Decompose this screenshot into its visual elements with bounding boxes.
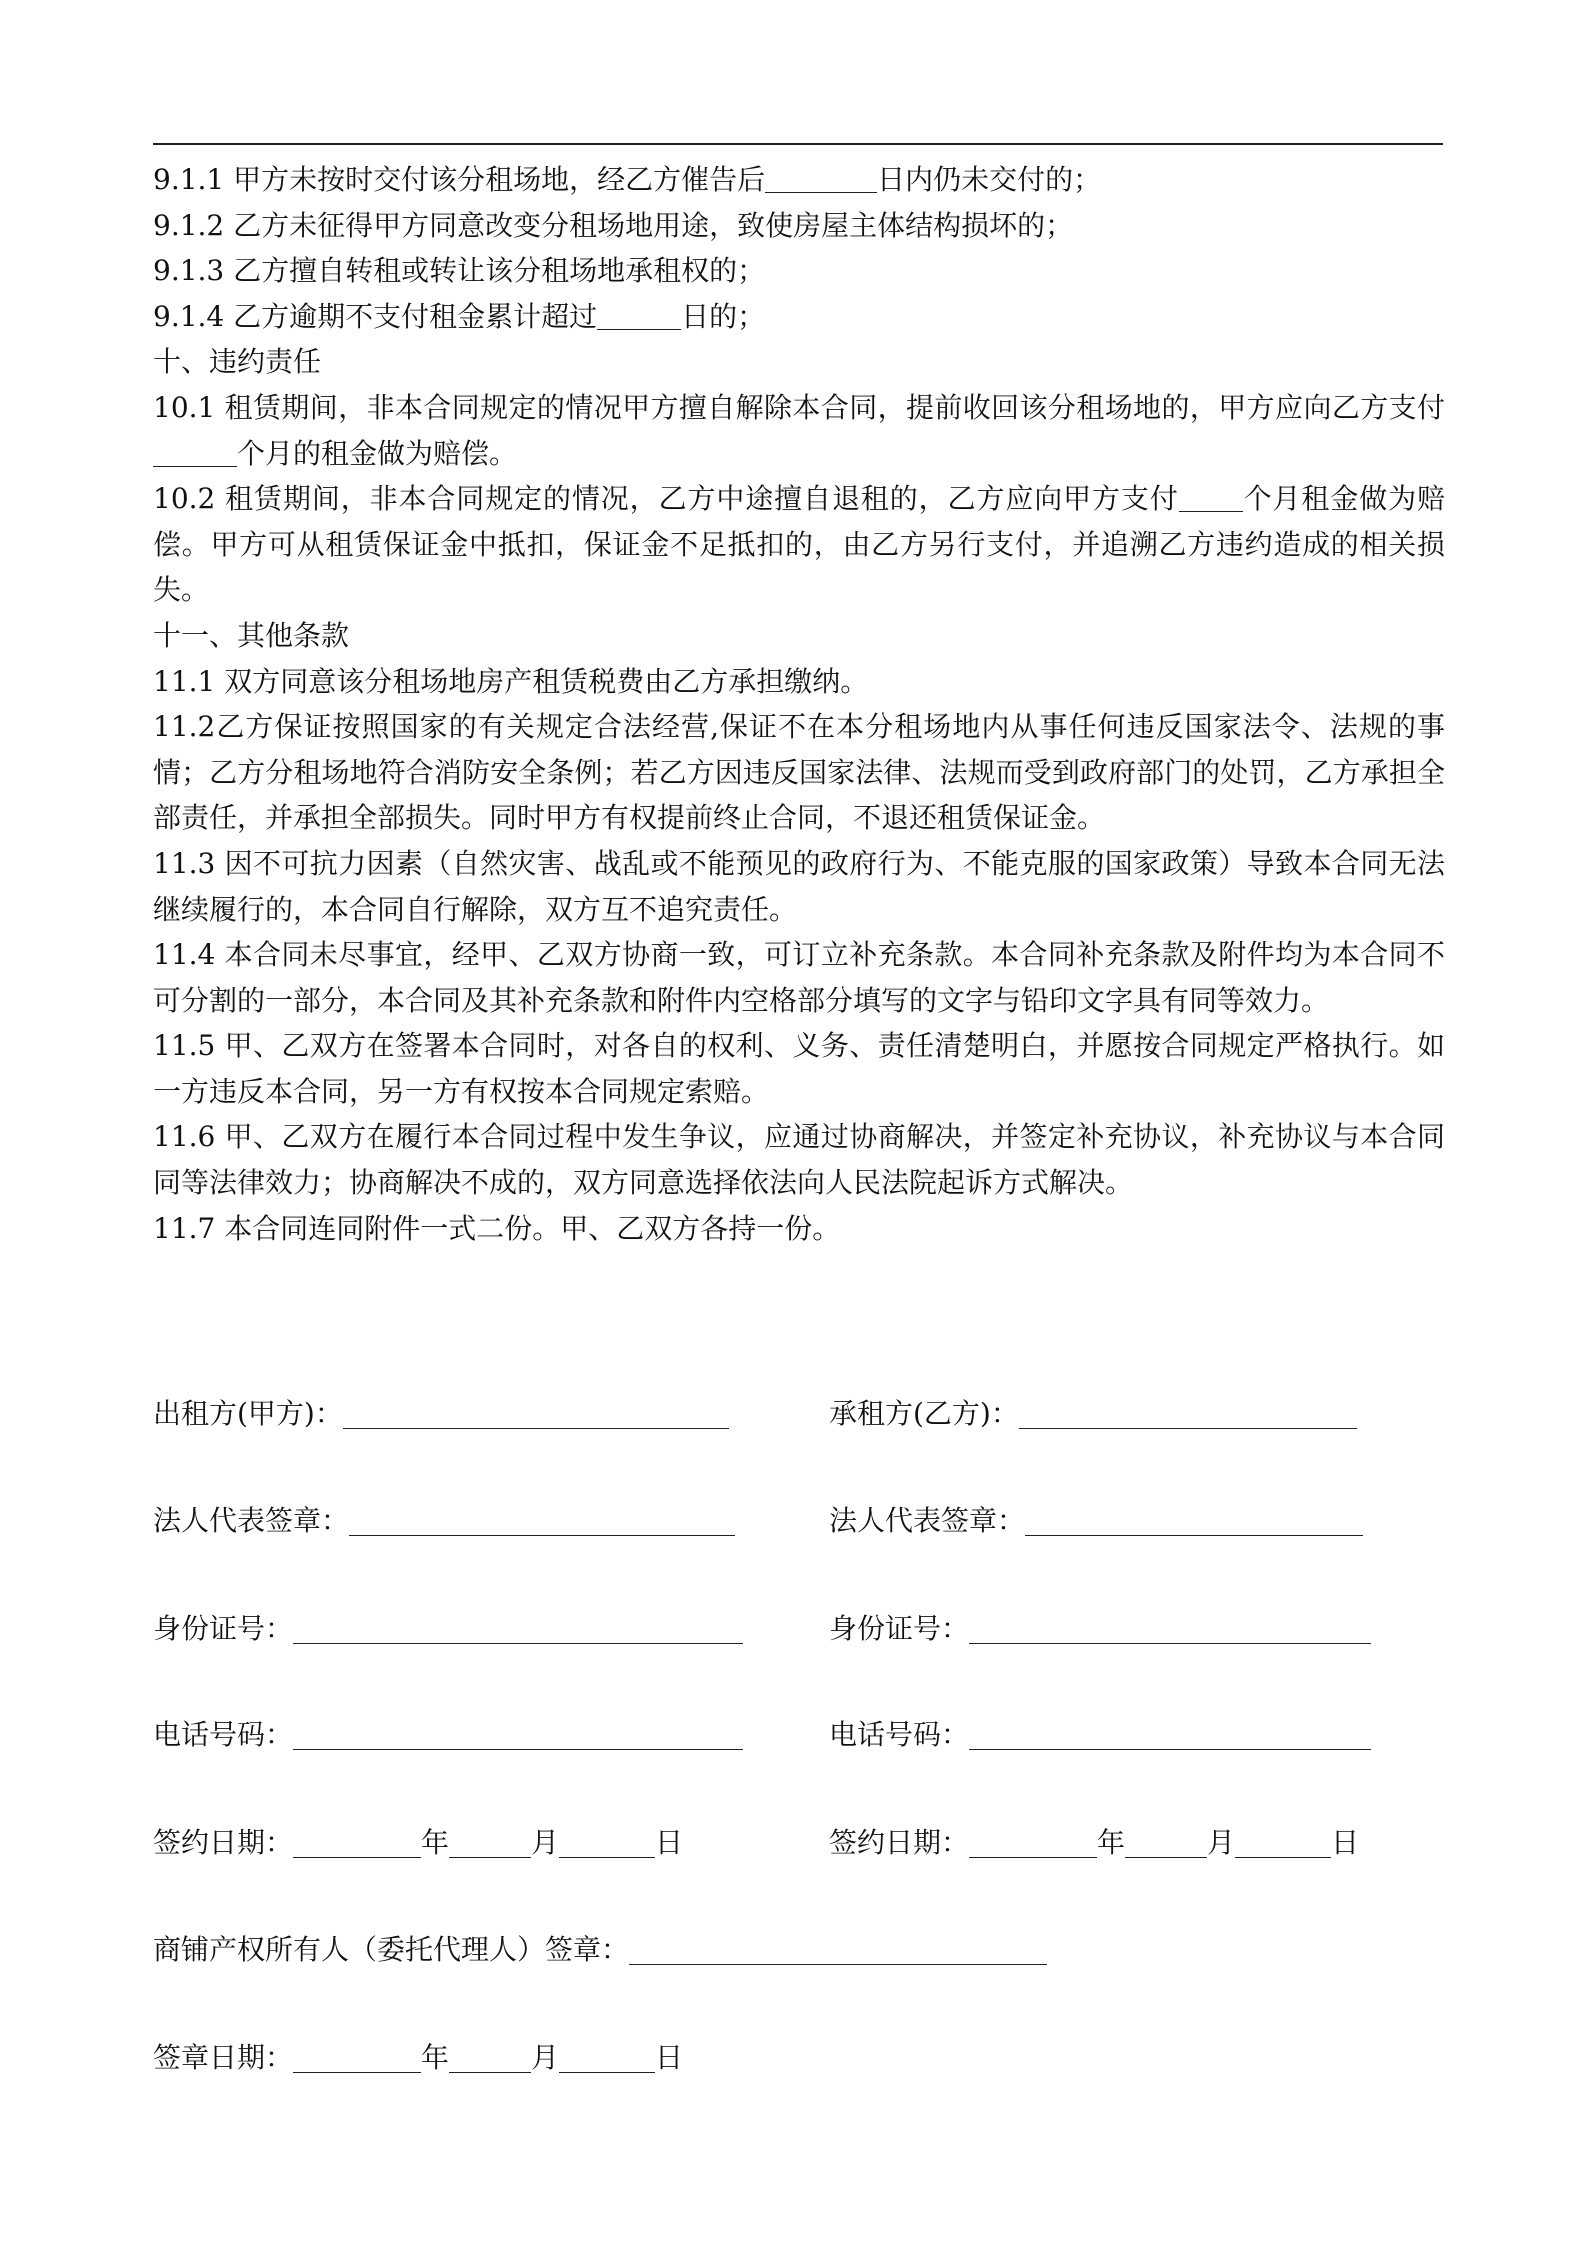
day-blank[interactable] — [559, 2042, 655, 2073]
clause-9-1-1: 9.1.1 甲方未按时交付该分租场地，经乙方催告后 日内仍未交付的； — [153, 163, 1102, 196]
clause-11-2: 11.2乙方保证按照国家的有关规定合法经营,保证不在本分租场地内从事任何违反国家法令、法规的事情；乙方分租场地符合消防安全条例；若乙方因违反国家法律、法规而受到政府部门的处罚，乙方承担全部责任，并承担全部损失。同时甲方有权提前终止合同，不退还租赁保证金。 — [153, 710, 1445, 835]
clause-10-1: 10.1 租赁期间，非本合同规定的情况甲方擅自解除本合同，提前收回该分租场地的，甲方应向乙方支付个月的租金做为赔偿。 — [153, 390, 1445, 470]
month-blank[interactable] — [449, 2042, 531, 2073]
lessor-row — [153, 1396, 729, 1432]
phone-label: 电话号码： — [829, 1718, 970, 1751]
year-unit: 年 — [421, 1826, 450, 1859]
legal-rep-label: 法人代表签章： — [829, 1504, 1026, 1537]
lessor-phone-line[interactable] — [293, 1719, 743, 1750]
lessor-phone-row — [153, 1717, 743, 1753]
lessor-id-line[interactable] — [293, 1613, 743, 1644]
seal-date-row — [153, 2040, 683, 2076]
day-blank[interactable] — [1235, 1827, 1331, 1858]
lessee-sign-date-row — [829, 1825, 1359, 1861]
legal-rep-label: 法人代表签章： — [153, 1504, 350, 1537]
owner-signature-line[interactable] — [629, 1934, 1047, 1965]
section-heading-10: 十、违约责任 — [153, 345, 322, 379]
year-blank[interactable] — [969, 1827, 1097, 1858]
clause-9-1-4: 9.1.4 乙方逾期不支付租金累计超过 日的； — [153, 299, 766, 333]
blank-days — [597, 299, 681, 330]
year-unit: 年 — [421, 2041, 450, 2074]
clause-11-1: 11.1 双方同意该分租场地房产租赁税费由乙方承担缴纳。 — [153, 664, 869, 698]
lessee-label: 承租方(乙方)： — [829, 1397, 1019, 1430]
header-rule — [153, 143, 1443, 145]
lessee-id-line[interactable] — [969, 1613, 1371, 1644]
sign-date-label: 签约日期： — [829, 1826, 970, 1859]
id-label: 身份证号： — [829, 1612, 970, 1645]
lessee-legal-rep-line[interactable] — [1025, 1505, 1363, 1536]
month-unit: 月 — [531, 1826, 560, 1859]
month-unit: 月 — [531, 2041, 560, 2074]
month-blank[interactable] — [449, 1827, 531, 1858]
section-heading-11: 十一、其他条款 — [153, 618, 350, 652]
clause-9-1-2: 9.1.2 乙方未征得甲方同意改变分租场地用途，致使房屋主体结构损坏的； — [153, 208, 1074, 242]
lessee-phone-line[interactable] — [969, 1719, 1371, 1750]
clause-10-2: 10.2 租赁期间，非本合同规定的情况，乙方中途擅自退租的，乙方应向甲方支付 个月租金做为赔偿。甲方可从租赁保证金中抵扣，保证金不足抵扣的，由乙方另行支付，并追溯乙方违约造成的相关损失。 — [153, 482, 1445, 607]
day-unit: 日 — [655, 1826, 684, 1859]
contract-body — [153, 157, 1445, 1251]
lessee-phone-row — [829, 1717, 1371, 1753]
month-blank[interactable] — [1125, 1827, 1207, 1858]
day-blank[interactable] — [559, 1827, 655, 1858]
clause-9-1-3: 9.1.3 乙方擅自转租或转让该分租场地承租权的； — [153, 254, 766, 288]
month-unit: 月 — [1207, 1826, 1236, 1859]
owner-label: 商铺产权所有人（委托代理人）签章： — [153, 1933, 630, 1966]
clause-11-4: 11.4 本合同未尽事宜，经甲、乙双方协商一致，可订立补充条款。本合同补充条款及附件均为本合同不可分割的一部分，本合同及其补充条款和附件内空格部分填写的文字与铅印文字具有同等效力。 — [153, 938, 1445, 1017]
clause-11-3: 11.3 因不可抗力因素（自然灾害、战乱或不能预见的政府行为、不能克服的国家政策）导致本合同无法继续履行的，本合同自行解除，双方互不追究责任。 — [153, 846, 1445, 926]
lessor-id-row — [153, 1611, 743, 1647]
year-unit: 年 — [1097, 1826, 1126, 1859]
phone-label: 电话号码： — [153, 1718, 294, 1751]
lessor-legal-rep-line[interactable] — [349, 1505, 735, 1536]
clause-11-7: 11.7 本合同连同附件一式二份。甲、乙双方各持一份。 — [153, 1211, 841, 1245]
lessee-row — [829, 1396, 1357, 1432]
blank-months — [153, 436, 237, 467]
lessee-signature-line[interactable] — [1019, 1398, 1357, 1429]
year-blank[interactable] — [293, 1827, 421, 1858]
day-unit: 日 — [655, 2041, 684, 2074]
blank-months — [1179, 481, 1243, 512]
id-label: 身份证号： — [153, 1612, 294, 1645]
day-unit: 日 — [1331, 1826, 1360, 1859]
blank-days — [765, 162, 877, 193]
owner-row — [153, 1932, 1047, 1968]
lessor-sign-date-row — [153, 1825, 683, 1861]
seal-date-label: 签章日期： — [153, 2041, 294, 2074]
year-blank[interactable] — [293, 2042, 421, 2073]
sign-date-label: 签约日期： — [153, 1826, 294, 1859]
lessor-signature-line[interactable] — [343, 1398, 729, 1429]
clause-11-6: 11.6 甲、乙双方在履行本合同过程中发生争议，应通过协商解决，并签定补充协议，补充协议与本合同同等法律效力；协商解决不成的，双方同意选择依法向人民法院起诉方式解决。 — [153, 1120, 1445, 1200]
clause-11-5: 11.5 甲、乙双方在签署本合同时，对各自的权利、义务、责任清楚明白，并愿按合同规定严格执行。如一方违反本合同，另一方有权按本合同规定索赔。 — [153, 1029, 1445, 1108]
lessee-legal-rep-row — [829, 1503, 1363, 1539]
lessor-label: 出租方(甲方)： — [153, 1397, 343, 1430]
lessee-id-row — [829, 1611, 1371, 1647]
lessor-legal-rep-row — [153, 1503, 735, 1539]
